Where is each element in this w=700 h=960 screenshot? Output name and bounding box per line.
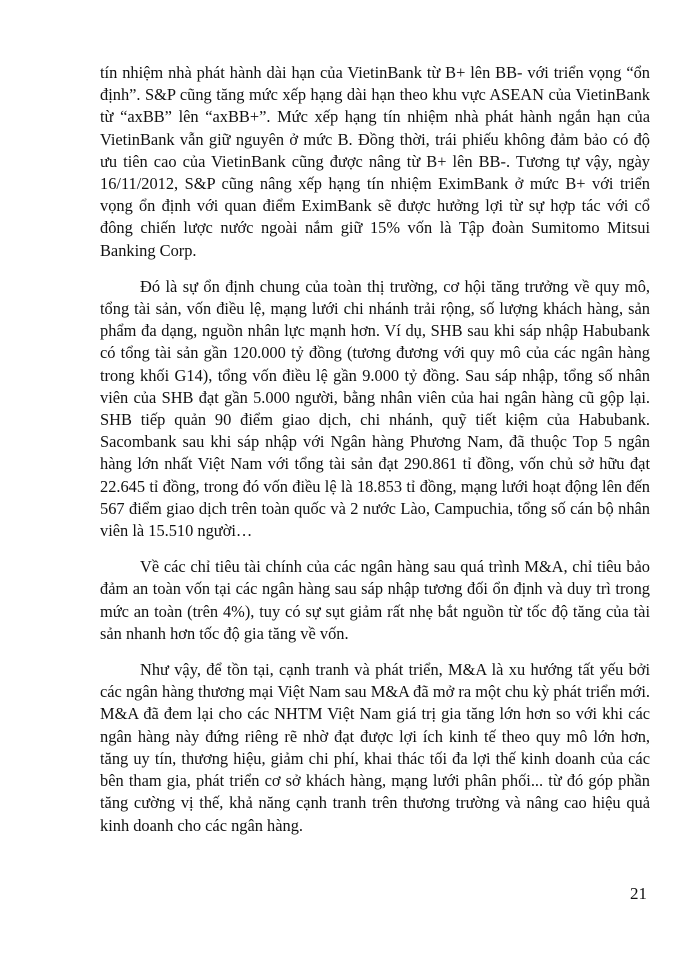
paragraph-financial-indicators: Về các chỉ tiêu tài chính của các ngân hàng sau quá trình M&A, chỉ tiêu bảo đảm an toàn vốn tại các ngân hàng sau sáp nhập tương đối ổn định và duy trì trong mức an toàn (trên 4%), tuy có sự sụt giảm rất nhẹ bắt nguồn từ tốc độ tăng của tài sản nhanh hơn tốc độ gia tăng về vốn. <box>100 557 650 643</box>
paragraph-vietinbank-rating: tín nhiệm nhà phát hành dài hạn của VietinBank từ B+ lên BB- với triển vọng “ổn định”. S&P cũng tăng mức xếp hạng dài hạn theo khu vực ASEAN của VietinBank từ “axBB” lên “axBB+”. Mức xếp hạng tín nhiệm nhà phát hành ngắn hạn của VietinBank vẫn giữ nguyên ở mức B. Đồng thời, trái phiếu không đảm bảo có độ ưu tiên cao của VietinBank cũng được nâng từ B+ lên BB-. Tương tự vậy, ngày 16/11/2012, S&P cũng nâng xếp hạng tín nhiệm EximBank ở mức B+ với triển vọng ổn định với quan điểm EximBank sẽ được hưởng lợi từ sự hợp tác với cổ đông chiến lược nước ngoài nắm giữ 15% vốn là Tập đoàn Sumitomo Mitsui Banking Corp. <box>100 63 650 260</box>
page-number: 21 <box>630 884 647 903</box>
paragraph-market-stability: Đó là sự ổn định chung của toàn thị trường, cơ hội tăng trưởng về quy mô, tổng tài sản, vốn điều lệ, mạng lưới chi nhánh trải rộng, số lượng khách hàng, sản phẩm đa dạng, nguồn nhân lực mạnh hơn. Ví dụ, SHB sau khi sáp nhập Habubank có tổng tài sản gần 120.000 tỷ đồng (tương đương với quy mô của các ngân hàng trong khối G14), tổng vốn điều lệ gần 9.000 tỷ đồng. Sau sáp nhập, tổng số nhân viên của SHB đạt gần 5.000 người, bằng nhân viên của hai ngân hàng cũ gộp lại. SHB tiếp quản 90 điểm giao dịch, chi nhánh, quỹ tiết kiệm của Habubank. Sacombank sau khi sáp nhập với Ngân hàng Phương Nam, đã thuộc Top 5 ngân hàng lớn nhất Việt Nam với tổng tài sản đạt 290.861 tỉ đồng, vốn chủ sở hữu đạt 22.645 tỉ đồng, trong đó vốn điều lệ là 18.853 tỉ đồng, mạng lưới hoạt động lên đến 567 điểm giao dịch trên toàn quốc và 2 nước Lào, Campuchia, tổng số cán bộ nhân viên là 15.510 người… <box>100 276 650 541</box>
document-page <box>100 62 650 837</box>
paragraph-conclusion: Như vậy, để tồn tại, cạnh tranh và phát triển, M&A là xu hướng tất yếu bởi các ngân hàng thương mại Việt Nam sau M&A đã mở ra một chu kỳ phát triển mới. M&A đã đem lại cho các NHTM Việt Nam giá trị gia tăng lớn hơn so với khi các ngân hàng này đứng riêng rẽ nhờ đạt được lợi ích kinh tế theo quy mô lớn hơn, tăng uy tín, thương hiệu, giảm chi phí, khai thác tối đa lợi thế kinh doanh của các bên tham gia, phát triển cơ sở khách hàng, mạng lưới phân phối... từ đó góp phần tăng cường vị thế, khả năng cạnh tranh trên thương trường và nâng cao hiệu quả kinh doanh cho các ngân hàng. <box>100 660 650 835</box>
